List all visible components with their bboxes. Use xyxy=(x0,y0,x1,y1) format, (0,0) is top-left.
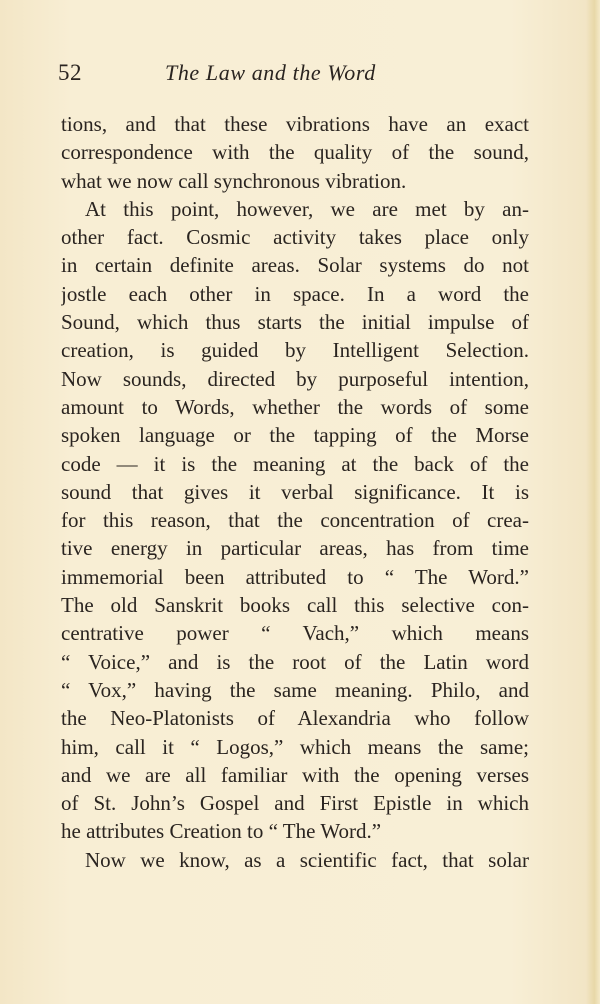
body-text xyxy=(61,110,529,874)
text-line: correspondence with the quality of the sound, xyxy=(61,140,529,165)
text-line: sound that gives it verbal significance. It is xyxy=(61,479,529,504)
text-line: creation, is guided by Intelligent Selection. xyxy=(61,338,529,363)
text-line: what we now call synchronous vibration. xyxy=(61,168,407,193)
text-line: and we are all familiar with the opening verses xyxy=(61,762,529,787)
text-line: code — it is the meaning at the back of the xyxy=(61,451,529,476)
text-line: of St. John’s Gospel and First Epistle in which xyxy=(61,791,529,816)
text-line: “ Vox,” having the same meaning. Philo, and xyxy=(61,677,529,702)
running-title: The Law and the Word xyxy=(165,60,376,85)
page-header xyxy=(58,60,538,94)
text-line: him, call it “ Logos,” which means the same; xyxy=(61,734,529,759)
text-line: immemorial been attributed to “ The Word.” xyxy=(61,564,529,589)
page-edge-shadow xyxy=(586,0,600,1004)
page-number: 52 xyxy=(58,60,82,85)
text-line: the Neo-Platonists of Alexandria who follow xyxy=(61,706,529,731)
text-line: tions, and that these vibrations have an exact xyxy=(61,112,529,136)
text-line: At this point, however, we are met by an- xyxy=(85,196,529,221)
text-line: other fact. Cosmic activity takes place only xyxy=(61,225,529,250)
text-line: jostle each other in space. In a word the xyxy=(61,281,529,306)
text-line: amount to Words, whether the words of some xyxy=(61,394,529,419)
text-line: in certain definite areas. Solar systems do not xyxy=(61,253,529,278)
text-line: centrative power “ Vach,” which means xyxy=(61,621,529,646)
text-line: “ Voice,” and is the root of the Latin word xyxy=(61,649,529,674)
text-line: Now sounds, directed by purposeful intention, xyxy=(61,366,529,391)
text-line: The old Sanskrit books call this selective con- xyxy=(61,593,529,618)
text-line: he attributes Creation to “ The Word.” xyxy=(61,819,382,844)
text-line: spoken language or the tapping of the Morse xyxy=(61,423,529,448)
text-line: Now we know, as a scientific fact, that solar xyxy=(85,847,529,872)
text-line: for this reason, that the concentration of crea- xyxy=(61,508,529,533)
text-line: tive energy in particular areas, has from time xyxy=(61,536,529,561)
text-line: Sound, which thus starts the initial impulse of xyxy=(61,310,529,335)
